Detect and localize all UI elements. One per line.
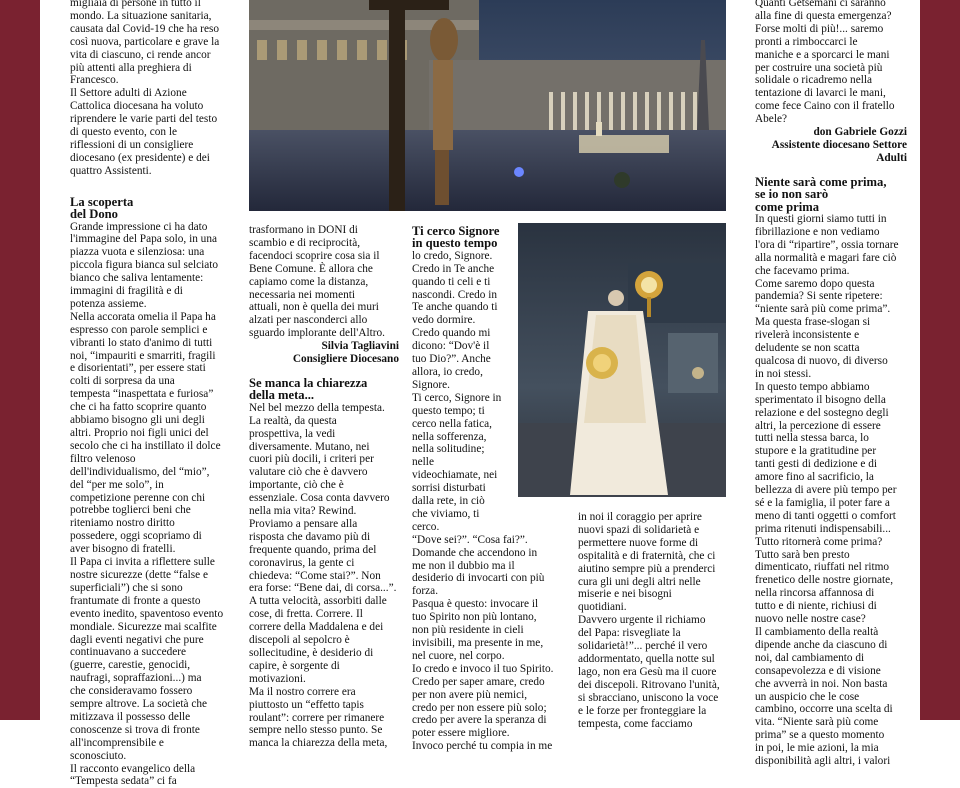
text-line: La realtà, da questa — [249, 415, 399, 428]
text-line: Ma questa frase-slogan si — [755, 316, 907, 329]
text-line: nella rincorsa affannosa di — [755, 587, 907, 600]
text-line: pronti a rimboccarci le — [755, 36, 907, 49]
text-line: Proviamo a pensare alla — [249, 518, 399, 531]
text-line: aver bisogno di fratelli. — [70, 543, 240, 556]
left-border-strip — [0, 0, 40, 720]
text-line: colti di sorpresa da una — [70, 375, 240, 388]
text-line: così nuova, particolare e grave la — [70, 36, 240, 49]
text-line: diocesano (ex presidente) e dei — [70, 152, 240, 165]
text-line: essenziale. Cosa conta davvero — [249, 492, 399, 505]
text-line: Bene Comune. È allora che — [249, 263, 399, 276]
text-line: noi, dal cambiamento di — [755, 652, 907, 665]
text-line: correre della Maddalena e dei — [249, 621, 399, 634]
text-line: riprendere le varie parti del testo — [70, 113, 240, 126]
photo-pope-monstrance — [518, 223, 726, 497]
text-line: discepoli al sepolcro è — [249, 634, 399, 647]
text-line: Signore. — [412, 379, 562, 392]
section-heading: Se manca la chiarezza della meta... — [249, 377, 399, 402]
text-line: migliaia di persone in tutto il — [70, 0, 240, 10]
text-line: piazza vuota e silenziosa: una — [70, 246, 240, 259]
text-line: Il racconto evangelico della — [70, 763, 240, 776]
col1-body — [70, 221, 240, 788]
text-line: rivelerà inconsistente e — [755, 329, 907, 342]
text-line: piccola figura bianca sul selciato — [70, 259, 240, 272]
text-line: sorrisi disturbati — [412, 482, 562, 495]
text-line: prima” se a questo momento — [755, 729, 907, 742]
text-line: non più residente in cieli — [412, 624, 562, 637]
text-line: coronavirus, la gente ci — [249, 557, 399, 570]
text-line: Io credo e invoco il tuo Spirito. — [412, 663, 562, 676]
text-line: addormentato, quella notte sul — [578, 653, 728, 666]
text-line: vita di ciascuno, ci rende ancor — [70, 49, 240, 62]
text-line: fibrillazione e non vediamo — [755, 226, 907, 239]
right-border-strip — [920, 0, 960, 720]
text-line: Tutto sarà ben presto — [755, 549, 907, 562]
column-4 — [578, 511, 728, 720]
text-line: valutare ciò che è davvero — [249, 466, 399, 479]
text-line: A tutta velocità, assorbiti dalle — [249, 595, 399, 608]
text-line: invisibili, ma presente in me, — [412, 637, 562, 650]
text-line: cerco. — [412, 521, 562, 534]
text-line: potenza assieme. — [70, 298, 240, 311]
text-line: più attenti alla preghiera di — [70, 62, 240, 75]
text-line: in poi, le mie azioni, la mia — [755, 742, 907, 755]
text-line: Credo in Te anche — [412, 263, 562, 276]
text-line: in noi il coraggio per aprire — [578, 511, 728, 524]
photo-st-peters-square — [249, 0, 726, 211]
text-line: altri. Proprio noi figli unici del — [70, 427, 240, 440]
text-line: miserie e nei bisogni — [578, 588, 728, 601]
text-line: Il Settore adulti di Azione — [70, 87, 240, 100]
text-line: cambino, occorre una scelta di — [755, 703, 907, 716]
text-line: Quanti Getsemani ci saranno — [755, 0, 907, 10]
text-line: nella sofferenza, — [412, 431, 562, 444]
text-line: Pasqua è questo: invocare il — [412, 598, 562, 611]
text-line: questo tempo; ti — [412, 405, 562, 418]
text-line: diversamente. Mutano, nei — [249, 441, 399, 454]
text-line: risposta che davamo più di — [249, 531, 399, 544]
text-line: “Tempesta sedata” ci fa — [70, 775, 240, 788]
text-line: solidarietà!”... perché il vero — [578, 640, 728, 653]
text-line: potrebbe toglierci beni che — [70, 504, 240, 517]
text-line: importante, ciò che è — [249, 479, 399, 492]
text-line: “niente sarà più come prima”. — [755, 303, 907, 316]
text-line: tutto e di niente, richiusi di — [755, 600, 907, 613]
text-line: sconosciuto. — [70, 750, 240, 763]
text-line: tentazione di lavarci le mani, — [755, 87, 907, 100]
text-line: dicono: “Dov'è il — [412, 340, 562, 353]
text-line: capire, è sorgente di — [249, 660, 399, 673]
text-line: mondiale. Sicurezze mai scalfite — [70, 621, 240, 634]
text-line: dei discepoli. Ritrovano l'unità, — [578, 679, 728, 692]
section-heading: La scoperta del Dono — [70, 196, 240, 221]
text-line: solidale o ricadremo nella — [755, 74, 907, 87]
text-line: dalla rete, in ciò — [412, 495, 562, 508]
text-line: un auspicio che le cose — [755, 691, 907, 704]
text-line: conoscenze si trova di fronte — [70, 724, 240, 737]
text-line: sperimentato il bisogno della — [755, 394, 907, 407]
author-role: Assistente diocesano Settore — [755, 139, 907, 152]
text-line: amore fino al sacrificio, la — [755, 471, 907, 484]
text-line: In questi giorni siamo tutti in — [755, 213, 907, 226]
text-line: Grande impressione ci ha dato — [70, 221, 240, 234]
text-line: dipende anche da ciascuno di — [755, 639, 907, 652]
text-line: dimenticato, riuffati nel ritmo — [755, 561, 907, 574]
text-line: e disorientati”, per essere stati — [70, 362, 240, 375]
text-line: che avverrà in noi. Non basta — [755, 678, 907, 691]
text-line: che facevamo prima. — [755, 265, 907, 278]
text-line: Il cambiamento della realtà — [755, 626, 907, 639]
text-line: dagli eventi negativi che pure — [70, 634, 240, 647]
text-line: alla fine di questa emergenza? — [755, 10, 907, 23]
text-line: attuali, non è quella dei muri — [249, 301, 399, 314]
text-line: sollecitudine, è desiderio di — [249, 647, 399, 660]
text-line: sé e la famiglia, il poter fare a — [755, 497, 907, 510]
text-line: in noi stessi. — [755, 368, 907, 381]
text-line: come fece Caino con il fratello — [755, 100, 907, 113]
text-line: che viviamo, ti — [412, 508, 562, 521]
text-line: nella solitudine; — [412, 443, 562, 456]
text-line: allora, io credo, — [412, 366, 562, 379]
col1-intro — [70, 0, 240, 178]
text-line: possedere, oggi scopriamo di — [70, 530, 240, 543]
text-line: sempre nello stesso punto. Se — [249, 724, 399, 737]
text-line: vibranti lo stato d'animo di tutti — [70, 337, 240, 350]
text-line: bianco che saliva lentamente: — [70, 272, 240, 285]
column-5 — [755, 0, 907, 720]
text-line: tempesta, come facciamo — [578, 718, 728, 731]
text-line: nella mia vita? Rewind. — [249, 505, 399, 518]
text-line: del Papa: risvegliate la — [578, 627, 728, 640]
column-1 — [70, 0, 240, 720]
text-line: ospitalità e di fraternità, che ci — [578, 550, 728, 563]
text-line: nuovo nelle nostre case? — [755, 613, 907, 626]
text-line: me non il dubbio ma il — [412, 560, 562, 573]
text-line: Ti cerco, Signore in — [412, 392, 562, 405]
text-line: tempesta “inaspettata e furiosa” — [70, 388, 240, 401]
text-line: poter essere migliore. — [412, 727, 562, 740]
text-line: Domande che accendono in — [412, 547, 562, 560]
text-line: del “per me solo”, in — [70, 479, 240, 492]
text-line: Cattolica diocesana ha voluto — [70, 100, 240, 113]
text-line: Credo quando mi — [412, 327, 562, 340]
text-line: quattro Assistenti. — [70, 165, 240, 178]
text-line: si sbracciano, uniscono la voce — [578, 692, 728, 705]
text-line: altri, la percezione di essere — [755, 420, 907, 433]
text-line: roulant”: correre per rimanere — [249, 712, 399, 725]
text-line: l'immagine del Papa solo, in una — [70, 233, 240, 246]
text-line: stupore e la gratitudine per — [755, 445, 907, 458]
text-line: per non avere più nemici, — [412, 689, 562, 702]
text-line: piuttosto un “effetto tapis — [249, 699, 399, 712]
text-line: Come saremo dopo questa — [755, 278, 907, 291]
text-line: riteniamo nostro diritto — [70, 517, 240, 530]
text-line: forza. — [412, 585, 562, 598]
text-line: capiamo come la distanza, — [249, 276, 399, 289]
text-line: Nella accorata omelia il Papa ha — [70, 311, 240, 324]
text-line: mitizzava il possesso delle — [70, 711, 240, 724]
column-2 — [249, 224, 399, 720]
text-line: relazione e del sostegno degli — [755, 407, 907, 420]
text-line: frequente quando, prima del — [249, 544, 399, 557]
text-line: aiutino sempre più a prenderci — [578, 563, 728, 576]
text-line: In questo tempo abbiamo — [755, 381, 907, 394]
text-line: nostre sicurezze (dette “false e — [70, 569, 240, 582]
text-line: abbiamo bisogno gli uni degli — [70, 414, 240, 427]
author-role-continued: Adulti — [755, 152, 907, 165]
text-line: qualcosa di nuovo, di diverso — [755, 355, 907, 368]
text-line: superficiali”) che si sono — [70, 582, 240, 595]
text-line: Abele? — [755, 113, 907, 126]
author-role: Consigliere Diocesano — [249, 353, 399, 366]
text-line: meno di tanti oggetti o comfort — [755, 510, 907, 523]
text-line: e le forze per fronteggiare la — [578, 705, 728, 718]
section-heading: Niente sarà come prima, se io non sarò come prima — [755, 176, 907, 213]
text-line: continuavano a succedere — [70, 646, 240, 659]
text-line: sguardo implorante dell'Altro. — [249, 327, 399, 340]
text-line: (guerre, carestie, genocidi, — [70, 659, 240, 672]
text-line: l'ora di “ripartire”, ossia tornare — [755, 239, 907, 252]
text-line: disponibilità agli altri, i valori — [755, 755, 907, 768]
text-line: Tutto ritornerà come prima? — [755, 536, 907, 549]
text-line: competizione perenne con chi — [70, 492, 240, 505]
text-line: chiedeva: “Come stai?”. Non — [249, 570, 399, 583]
text-line: maniche e a sporcarci le mani — [755, 49, 907, 62]
text-line: Davvero urgente il richiamo — [578, 614, 728, 627]
text-line: tutti nella stessa barca, lo — [755, 432, 907, 445]
text-line: tuo Spirito non più lontano, — [412, 611, 562, 624]
text-line: nuovi spazi di solidarietà e — [578, 524, 728, 537]
text-line: credo per non essere più solo; — [412, 702, 562, 715]
text-line: per costruire una società più — [755, 62, 907, 75]
author-name: don Gabriele Gozzi — [755, 126, 907, 139]
text-line: nel cuore, nel corpo. — [412, 650, 562, 663]
text-line: espresso con parole semplici e — [70, 324, 240, 337]
text-line: prima ritenuti indispensabili... — [755, 523, 907, 536]
text-line: dell'individualismo, del “mio”, — [70, 466, 240, 479]
text-line: Il Papa ci invita a riflettere sulle — [70, 556, 240, 569]
text-line: “Dove sei?”. “Cosa fai?”. — [412, 534, 562, 547]
text-line: cerco nella fatica, — [412, 418, 562, 431]
text-line: Nel bel mezzo della tempesta. — [249, 402, 399, 415]
text-line: vedo dormire. — [412, 314, 562, 327]
text-line: credo per avere la speranza di — [412, 714, 562, 727]
text-line: quotidiani. — [578, 601, 728, 614]
text-line: nelle — [412, 456, 562, 469]
text-line: Francesco. — [70, 74, 240, 87]
text-line: pandemia? Si sente ripetere: — [755, 290, 907, 303]
text-line: Te anche quando ti — [412, 301, 562, 314]
text-line: noi, “impauriti e smarriti, fragili — [70, 350, 240, 363]
section-heading: Ti cerco Signore in questo tempo — [412, 225, 562, 250]
text-line: prospettiva, la vedi — [249, 428, 399, 441]
text-line: evento inedito, spaventoso evento — [70, 608, 240, 621]
text-line: che ci ha fatto scoprire quanto — [70, 401, 240, 414]
text-line: quando ti celi e ti — [412, 276, 562, 289]
text-line: tanti gesti di dedizione e di — [755, 458, 907, 471]
text-line: cuori più docili, i criteri per — [249, 453, 399, 466]
text-line: nascondi. Credo in — [412, 289, 562, 302]
text-line: videochiamate, nei — [412, 469, 562, 482]
text-line: lago, non era Gesù ma il cuore — [578, 666, 728, 679]
text-line: riflessioni di un consigliere — [70, 139, 240, 152]
text-line: necessaria nei momenti — [249, 289, 399, 302]
text-line: era forse: “Bene dai, di corsa...”. — [249, 582, 399, 595]
text-line: trasformano in DONI di — [249, 224, 399, 237]
text-line: manca la chiarezza della meta, — [249, 737, 399, 750]
text-line: Ma il nostro correre era — [249, 686, 399, 699]
text-line: causata dal Covid-19 che ha reso — [70, 23, 240, 36]
text-line: all'incomprensibile e — [70, 737, 240, 750]
text-line: permettere nuove forme di — [578, 537, 728, 550]
text-line: immagini di fragilità e di — [70, 285, 240, 298]
text-line: desiderio di invocarti con più — [412, 572, 562, 585]
text-line: Forse molti di più!... saremo — [755, 23, 907, 36]
text-line: cura gli uni degli altri nelle — [578, 576, 728, 589]
text-line: mondo. La situazione sanitaria, — [70, 10, 240, 23]
text-line: vita. “Niente sarà più come — [755, 716, 907, 729]
text-line: frantumate di fronte a questo — [70, 595, 240, 608]
text-line: deludente se non scatta — [755, 342, 907, 355]
text-line: lo credo, Signore. — [412, 250, 562, 263]
text-line: frenetico delle nostre giornate, — [755, 574, 907, 587]
text-line: che consideravamo fossero — [70, 685, 240, 698]
text-line: bellezza di avere più tempo per — [755, 484, 907, 497]
text-line: Credo per saper amare, credo — [412, 676, 562, 689]
text-line: motivazioni. — [249, 673, 399, 686]
text-line: sempre altrove. La società che — [70, 698, 240, 711]
text-line: Invoco perché tu compia in me — [412, 740, 562, 753]
text-line: naufragi, sopraffazioni...) ma — [70, 672, 240, 685]
text-line: cose, di fretta. Correre. Il — [249, 608, 399, 621]
text-line: consapevolezza e di visione — [755, 665, 907, 678]
text-line: di questo evento, con le — [70, 126, 240, 139]
text-line: facendoci scoprire cosa sia il — [249, 250, 399, 263]
text-line: filtro velenoso — [70, 453, 240, 466]
author-name: Silvia Tagliavini — [249, 340, 399, 353]
text-line: tuo Dio?”. Anche — [412, 353, 562, 366]
text-line: alla normalità e magari fare ciò — [755, 252, 907, 265]
text-line: secolo che ci ha instillato il dolce — [70, 440, 240, 453]
text-line: scambio e di reciprocità, — [249, 237, 399, 250]
text-line: alzati per nasconderci allo — [249, 314, 399, 327]
